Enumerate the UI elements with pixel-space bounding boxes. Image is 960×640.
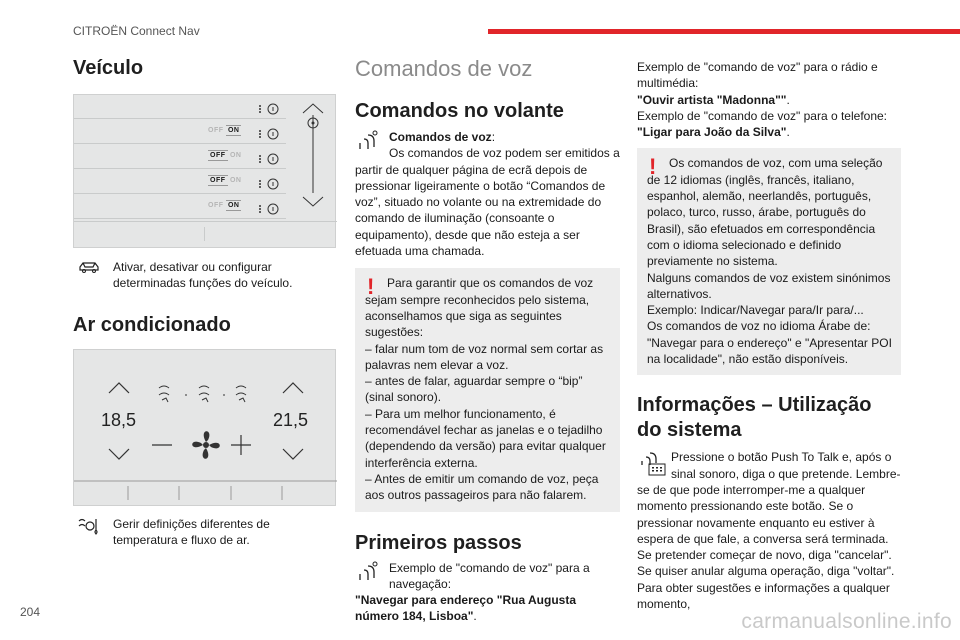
- warning-1-intro: Para garantir que os comandos de voz sejam sempre reconhecidos pelo sistema, aconselhamos que siga as seguintes sugestões:: [365, 276, 594, 340]
- column-vehicle: [73, 52, 336, 548]
- chapter-title: Comandos de voz: [355, 56, 533, 81]
- ac-caption: Gerir definições diferentes de temperatura e fluxo de ar.: [113, 516, 270, 547]
- header-accent-bar: [488, 29, 960, 34]
- warning-2-text: Os comandos de voz, com uma seleção de 12 idiomas (inglês, francês, italiano, espanhol, alemão, neerlandês, português, polaco, turco, russo, árabe, português do Brasil), são efetuados em correspondência com o idioma selecionado e definido previamente no sistema.: [647, 156, 883, 269]
- info-section: [637, 449, 901, 612]
- warning-icon: !: [649, 154, 657, 180]
- first-steps-example: "Navegar para endereço "Rua Augusta número 184, Lisboa": [355, 593, 577, 624]
- vehicle-switch-3: OFF ON: [210, 177, 242, 184]
- ac-screen-illustration: [73, 349, 336, 506]
- radio-example-text: Exemplo de "comando de voz" para o rádio e multimédia:: [637, 60, 878, 91]
- warning-1-item: – falar num tom de voz normal sem cortar as palavras nem elevar a voz.: [365, 341, 604, 372]
- ac-caption-row: [73, 516, 336, 549]
- warning-2-text: Nalguns comandos de voz existem sinónimos alternativos.: [647, 270, 891, 301]
- vehicle-screen-illustration: [73, 94, 336, 248]
- vehicle-title: Veículo: [73, 57, 144, 79]
- phone-example-text: Exemplo de "comando de voz" para o telefone:: [637, 108, 888, 123]
- watermark: carmanualsonline.info: [741, 610, 952, 633]
- phone-example: "Ligar para João da Silva": [637, 125, 787, 140]
- page-number: 204: [20, 605, 41, 619]
- ac-temp-left: 18,5: [101, 409, 137, 430]
- radio-example: "Ouvir artista "Madonna"": [637, 92, 787, 107]
- warning-2-text: Exemplo: Indicar/Navegar para/Ir para/...: [647, 303, 864, 318]
- vehicle-switch-2: OFF ON: [210, 152, 242, 159]
- info-text: Pressione o botão Push To Talk e, após o sinal sonoro, diga o que pretende. Lembre-se de que pode interromper-me a qualquer momento pressionando este botão. Se o pressionar novamente enquanto eu estiver à espera de que fale, a conversa será terminada. Se pretender começar de novo, diga "cancelar". Se quiser anular alguma operação, diga "voltar". Para obter sugestões e informações a qualquer momento,: [637, 450, 901, 612]
- first-steps-title: Primeiros passos: [355, 531, 522, 554]
- header-title: CITROËN Connect Nav: [73, 24, 200, 38]
- ac-temp-right: 21,5: [273, 409, 309, 430]
- vehicle-caption: Ativar, desativar ou configurar determinadas funções do veículo.: [113, 260, 293, 291]
- fan-icon: [192, 431, 220, 459]
- wheel-lead: Comandos de voz: [389, 130, 492, 144]
- info-title: Informações – Utilização do sistema: [637, 394, 872, 442]
- warning-box-1: [355, 268, 620, 511]
- voice-command-icon: [355, 560, 389, 588]
- vehicle-scroll-icons: [299, 101, 327, 211]
- air-flow-icon: [73, 516, 105, 535]
- column-voice-commands: [355, 52, 620, 625]
- warning-2-text: Os comandos de voz no idioma Árabe de: "Navegar para o endereço" e "Apresentar POI na localidade", não estão disponíveis.: [647, 319, 892, 367]
- column-voice-examples: [637, 52, 901, 612]
- warning-1-item: – Para um melhor funcionamento, é recomendável fechar as janelas e o tejadilho (dependendo da versão) para evitar qualquer interferência externa.: [365, 406, 606, 470]
- vehicle-switch-1: OFF ON: [208, 127, 240, 134]
- warning-icon: !: [367, 274, 375, 300]
- warning-box-2: [637, 148, 901, 375]
- first-steps-text: Exemplo de "comando de voz" para a navegação:: [389, 560, 590, 591]
- push-to-talk-icon: [637, 449, 671, 477]
- examples-section: Exemplo de "comando de voz" para o rádio e multimédia: "Ouvir artista "Madonna"". Exemplo de "comando de voz" para o telefone: "Ligar para João da Silva".: [637, 59, 901, 140]
- voice-command-icon: [355, 129, 389, 157]
- warning-1-item: – antes de falar, aguardar sempre o “bip” (sinal sonoro).: [365, 374, 583, 405]
- wheel-text: Os comandos de voz podem ser emitidos a partir de qualquer página de ecrã depois de pressionar ligeiramente o botão “Comandos de voz”, situado no volante ou na extremidade do comando de iluminação (consoante o equipamento), desde que não esteja a ser efetuada uma chamada.: [355, 146, 620, 259]
- ac-title: Ar condicionado: [73, 313, 231, 336]
- wheel-section: Comandos de voz: Os comandos de voz podem ser emitidos a partir de qualquer página de ecrã depois de pressionar ligeiramente o botão “Comandos de voz”, situado no volante ou na extremidade do comando de iluminação (consoante o equipamento), desde que não esteja a ser efetuada uma chamada.: [355, 130, 620, 259]
- vehicle-switch-4: OFF ON: [208, 202, 240, 209]
- car-icon: [73, 259, 105, 274]
- warning-1-item: – Antes de emitir um comando de voz, peça aos outros passageiros para não falarem.: [365, 471, 599, 503]
- wheel-title: Comandos no volante: [355, 100, 564, 122]
- vehicle-option-icons: [254, 99, 284, 219]
- first-steps-section: Exemplo de "comando de voz" para a navegação: "Navegar para endereço "Rua Augusta número 184, Lisboa".: [355, 560, 620, 625]
- vehicle-caption-row: [73, 259, 336, 292]
